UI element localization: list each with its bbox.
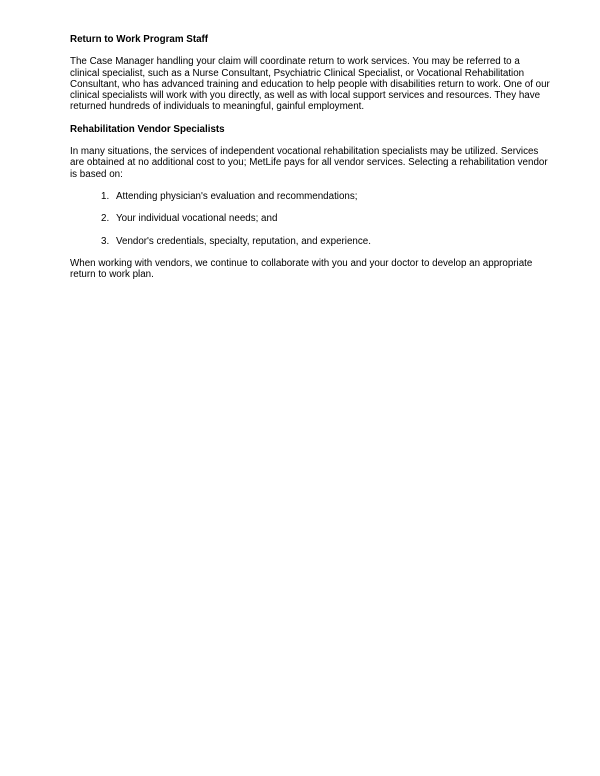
list-item-number: 3. bbox=[101, 235, 110, 247]
list-item-number: 1. bbox=[101, 190, 110, 202]
section-heading-return-to-work-program-staff: Return to Work Program Staff bbox=[70, 34, 209, 45]
paragraph-vendor-services: In many situations, the services of independent vocational rehabilitation specialists may be utilized. Services are obtained at no additional cost to you; MetLife pays for all vendor services. Selecting a rehabilitation vendor is based on: bbox=[70, 146, 548, 180]
section-heading-rehabilitation-vendor-specialists: Rehabilitation Vendor Specialists bbox=[70, 123, 225, 135]
list-item-text: Vendor's credentials, specialty, reputation, and experience. bbox=[116, 235, 371, 247]
paragraph-case-manager: The Case Manager handling your claim will coordinate return to work services. You may be referred to a clinical specialist, such as a Nurse Consultant, Psychiatric Clinical Specialist, or Vocational Rehabilitation Consultant, who has advanced training and education to help people with disabilities return to work. One of our clinical specialists will work with you directly, as well as with local support services and resources. They have returned hundreds of individuals to meaningful, gainful employment. bbox=[70, 56, 550, 113]
list-item-text: Attending physician's evaluation and recommendations; bbox=[116, 190, 358, 202]
list-item-text: Your individual vocational needs; and bbox=[116, 213, 278, 225]
paragraph-closing-collaboration: When working with vendors, we continue to collaborate with you and your doctor to develop an appropriate return to work plan. bbox=[70, 257, 533, 281]
numbered-list bbox=[70, 191, 550, 247]
list-item bbox=[70, 213, 550, 224]
list-item bbox=[70, 236, 550, 247]
list-item bbox=[70, 191, 550, 202]
list-item-number: 2. bbox=[101, 213, 110, 225]
